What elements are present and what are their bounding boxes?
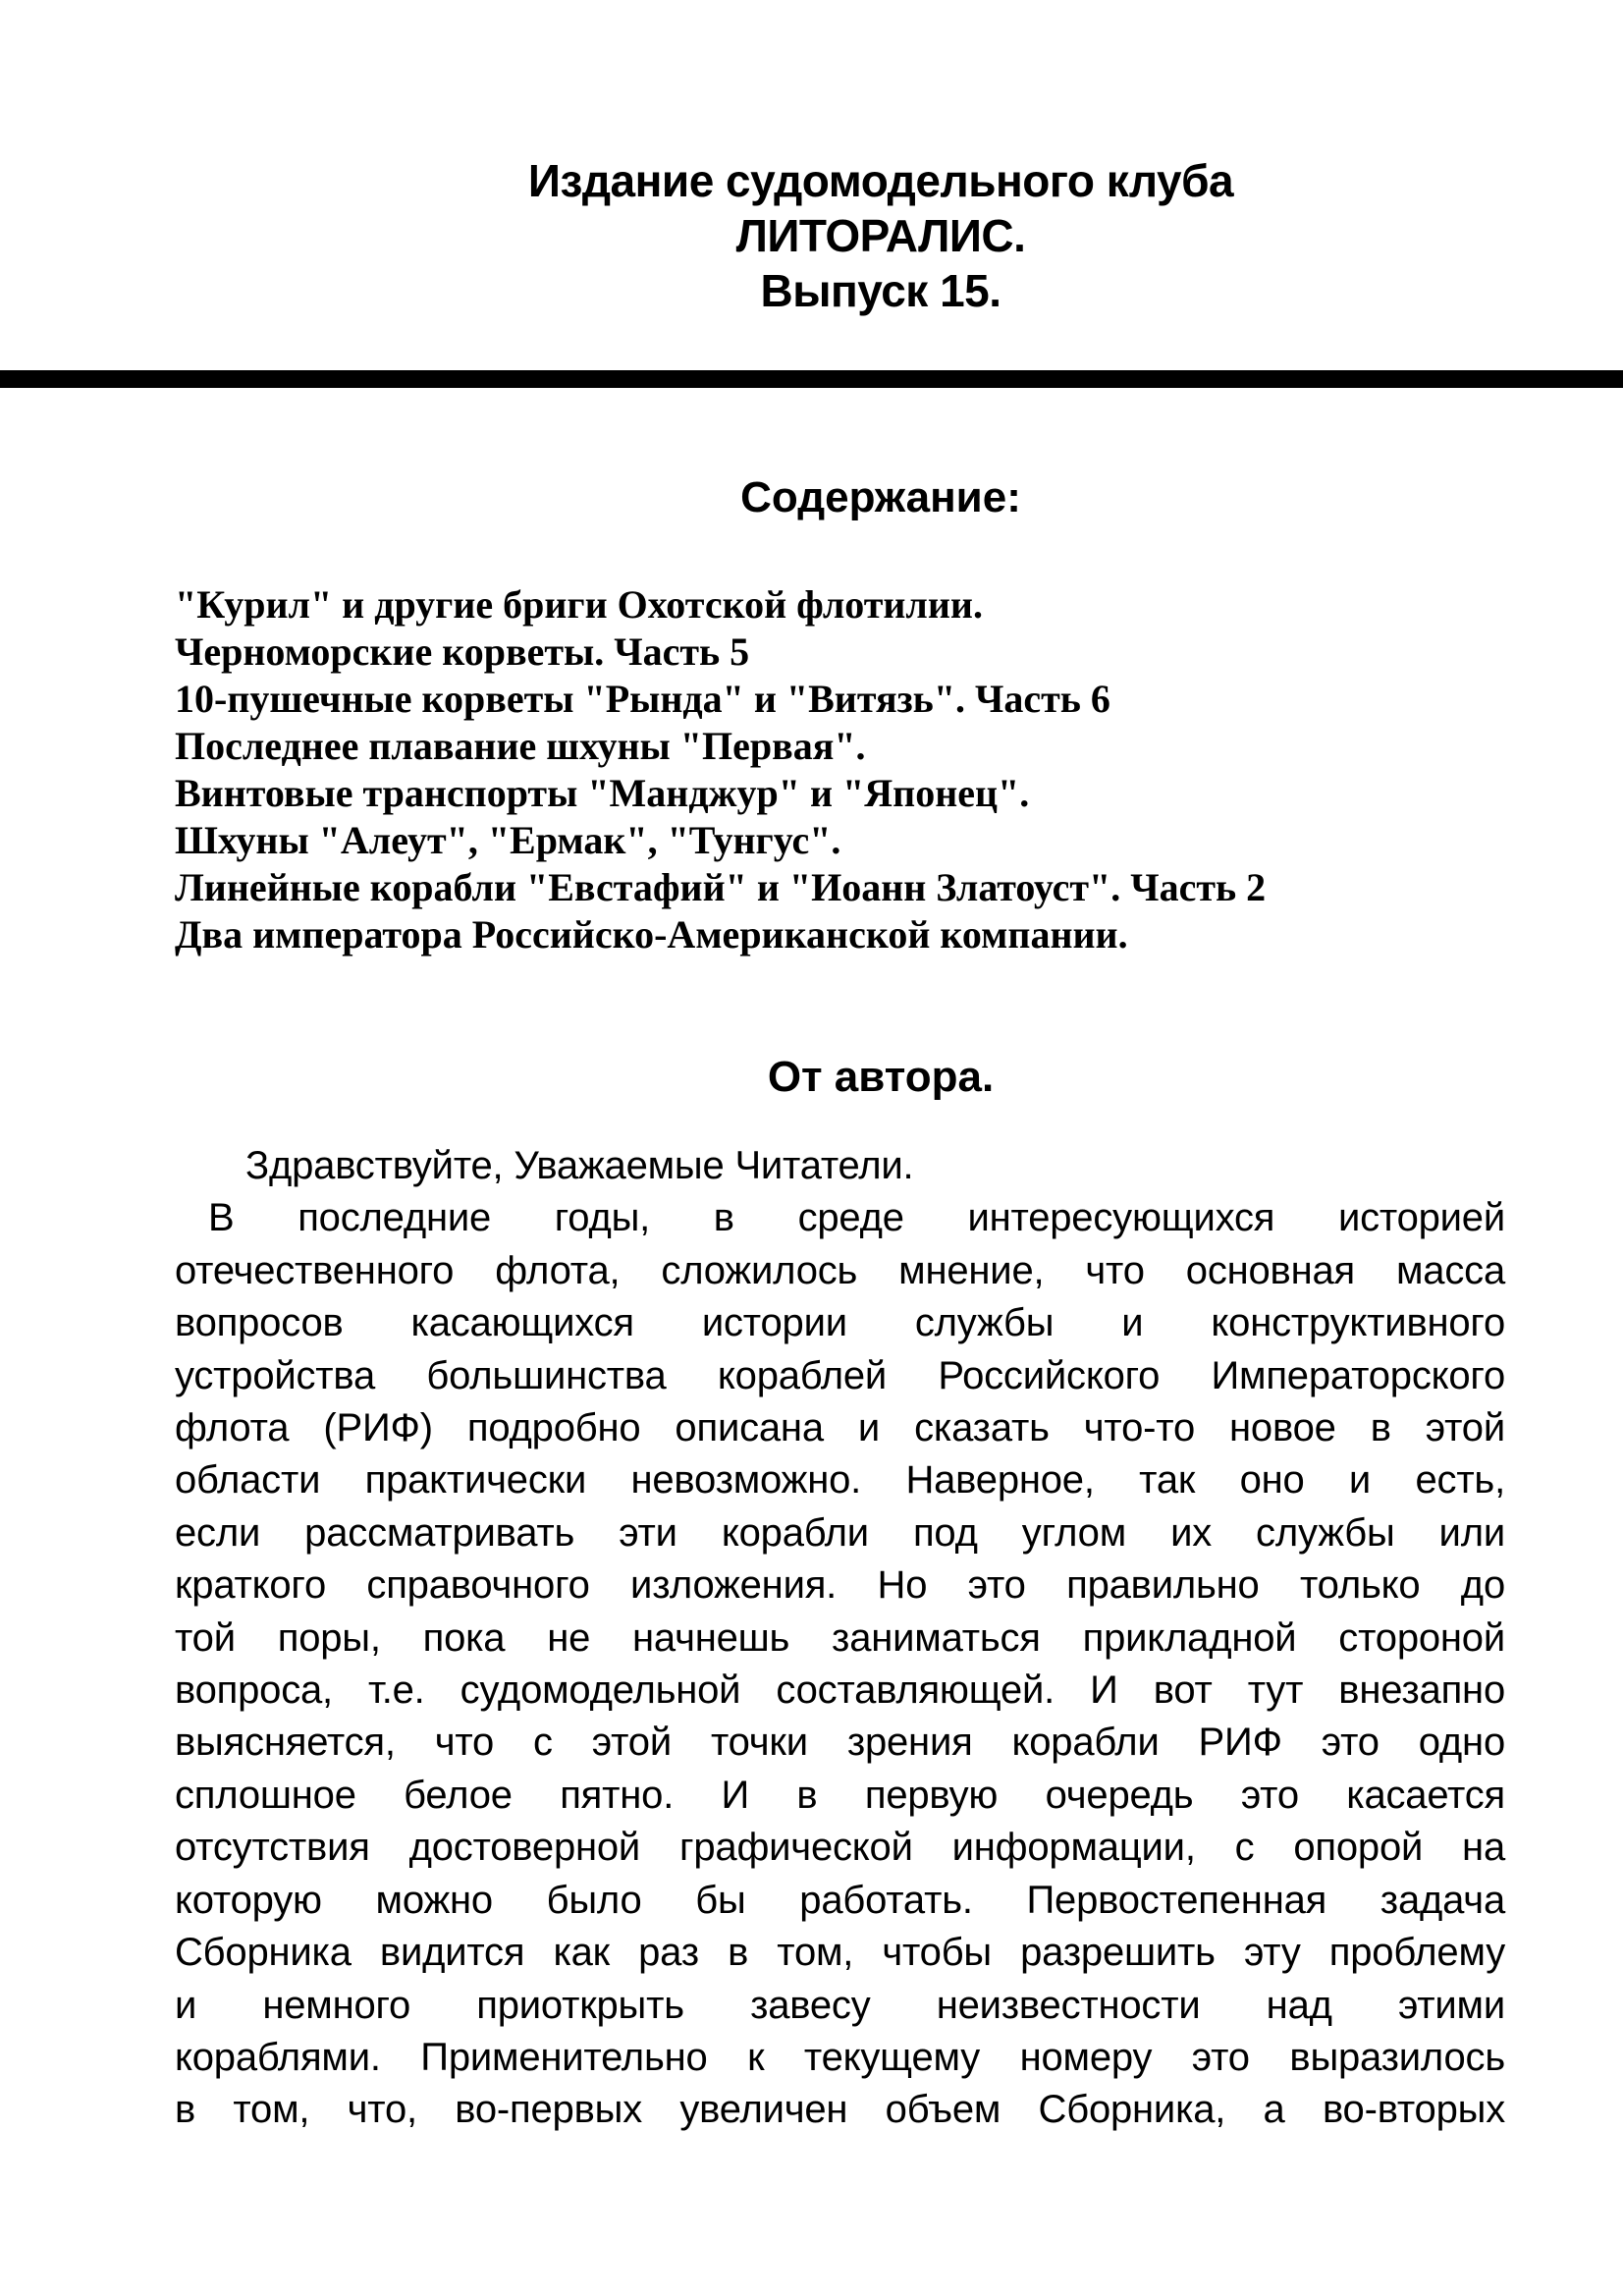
- body-line: флота (РИФ) подробно описана и сказать что-то новое в этой: [175, 1406, 1505, 1450]
- body-line: в том, что, во-первых увеличен объем Сборника, а во-вторых: [175, 2088, 1505, 2132]
- toc-item: Линейные корабли "Евстафий" и "Иоанн Златоуст". Часть 2: [175, 865, 1267, 909]
- body-line: краткого справочного изложения. Но это правильно только до: [175, 1563, 1505, 1608]
- body-line: области практически невозможно. Наверное, так оно и есть,: [175, 1458, 1505, 1503]
- body-line: отечественного флота, сложилось мнение, что основная масса: [175, 1248, 1505, 1292]
- toc-item: 10-пушечные корветы "Рында" и "Витязь". Часть 6: [175, 677, 1110, 721]
- body-line: вопроса, т.е. судомодельной составляющей. И вот тут внезапно: [175, 1668, 1505, 1713]
- body-line: сплошное белое пятно. И в первую очередь это касается: [175, 1773, 1505, 1817]
- contents-heading: Содержание:: [740, 473, 1021, 521]
- masthead: [138, 153, 1623, 318]
- masthead-line-2: ЛИТОРАЛИС.: [735, 210, 1026, 261]
- body-line: отсутствия достоверной графической информации, с опорой на: [175, 1826, 1505, 1870]
- body-line: В последние годы, в среде интересующихся историей: [208, 1196, 1505, 1240]
- body-line: устройства большинства кораблей Российского Императорского: [175, 1353, 1505, 1397]
- toc-item: Шхуны "Алеут", "Ермак", "Тунгус".: [175, 818, 841, 862]
- body-line: и немного приоткрыть завесу неизвестности над этими: [175, 1983, 1505, 2027]
- author-body-text: [175, 1140, 1505, 2137]
- table-of-contents: [175, 581, 1530, 958]
- body-line: той поры, пока не начнешь заниматься прикладной стороной: [175, 1615, 1505, 1660]
- toc-item: Два императора Российско-Американской компании.: [175, 912, 1128, 957]
- masthead-line-1: Издание судомодельного клуба: [527, 155, 1234, 206]
- toc-item: "Курил" и другие бриги Охотской флотилии.: [175, 582, 983, 627]
- body-line: выясняется, что с этой точки зрения корабли РИФ это одно: [175, 1721, 1505, 1765]
- author-heading: От автора.: [767, 1053, 995, 1101]
- body-line: Сборника видится как раз в том, чтобы разрешить эту проблему: [175, 1931, 1505, 1975]
- body-line: вопросов касающихся истории службы и конструктивного: [175, 1301, 1505, 1345]
- body-line: которую можно было бы работать. Первостепенная задача: [175, 1878, 1505, 1922]
- body-line: Здравствуйте, Уважаемые Читатели.: [245, 1144, 914, 1187]
- body-line: кораблями. Применительно к текущему номеру это выразилось: [175, 2035, 1505, 2079]
- body-line: если рассматривать эти корабли под углом их службы или: [175, 1510, 1505, 1555]
- toc-item: Черноморские корветы. Часть 5: [175, 629, 750, 674]
- toc-item: Винтовые транспорты "Манджур" и "Японец".: [175, 771, 1030, 815]
- masthead-line-3: Выпуск 15.: [760, 265, 1001, 316]
- divider-rule: [0, 370, 1623, 388]
- toc-item: Последнее плавание шхуны "Первая".: [175, 724, 866, 768]
